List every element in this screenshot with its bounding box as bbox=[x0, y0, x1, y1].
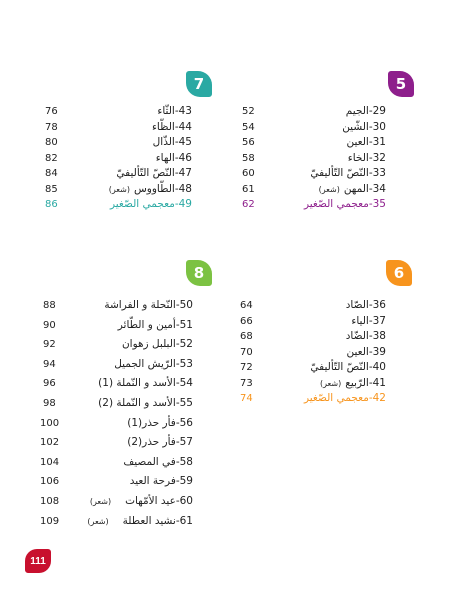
toc-entry[interactable] bbox=[38, 494, 193, 514]
entry-page: 94 bbox=[43, 358, 56, 370]
entry-page: 56 bbox=[242, 137, 255, 148]
toc-entry[interactable] bbox=[38, 396, 193, 416]
entry-title: 57-فأر حذر(2) bbox=[127, 436, 193, 449]
entry-title: 42-معجمي الصّغير bbox=[303, 392, 386, 404]
entry-page: 62 bbox=[242, 199, 255, 210]
entry-title: 43-الثّاء bbox=[157, 105, 192, 117]
entry-title: 54-الأسد و النّملة (1) bbox=[98, 377, 193, 390]
entry-title: 53-الرّيش الجميل bbox=[114, 357, 193, 370]
entry-page: 96 bbox=[43, 378, 56, 390]
entry-page: 64 bbox=[240, 300, 253, 311]
toc-entry[interactable] bbox=[40, 135, 192, 151]
entry-title: 45-الذّال bbox=[152, 136, 192, 148]
unit-7-contents bbox=[40, 104, 192, 213]
entry-page: 60 bbox=[242, 168, 255, 179]
toc-entry[interactable] bbox=[236, 314, 386, 330]
entry-page: 109 bbox=[40, 515, 60, 527]
toc-entry[interactable] bbox=[236, 135, 386, 151]
toc-entry[interactable] bbox=[38, 455, 193, 475]
entry-title: 51-أمين و الطّائر bbox=[117, 318, 193, 331]
entry-title: 61-نشيد العطلة(شعر) bbox=[87, 514, 193, 527]
poem-tag: (شعر) bbox=[89, 496, 112, 506]
entry-page: 74 bbox=[240, 393, 253, 404]
entry-title: 33-النّصّ التّأليفيّ bbox=[310, 167, 386, 179]
entry-title: 39-العين bbox=[346, 345, 386, 358]
entry-title: 41-الرّبيع(شعر) bbox=[320, 376, 386, 389]
entry-title: 48-الطّاووس(شعر) bbox=[108, 182, 192, 195]
entry-page: 92 bbox=[43, 339, 56, 351]
toc-entry[interactable] bbox=[40, 182, 192, 198]
entry-page: 100 bbox=[40, 417, 60, 429]
entry-page: 73 bbox=[240, 377, 253, 389]
toc-entry[interactable] bbox=[40, 166, 192, 182]
entry-title: 60-عيد الأمّهات(شعر) bbox=[89, 494, 193, 507]
entry-page: 70 bbox=[240, 346, 253, 358]
toc-entry[interactable] bbox=[38, 474, 193, 494]
toc-entry[interactable] bbox=[38, 318, 193, 338]
toc-entry[interactable] bbox=[40, 120, 192, 136]
unit-8-contents bbox=[38, 298, 193, 533]
poem-tag: (شعر) bbox=[87, 516, 109, 526]
toc-entry[interactable] bbox=[236, 151, 386, 167]
entry-page: 102 bbox=[40, 437, 60, 449]
toc-entry[interactable] bbox=[38, 376, 193, 396]
entry-title: 44-الظّاء bbox=[151, 120, 192, 133]
entry-page: 106 bbox=[40, 476, 60, 488]
entry-page: 108 bbox=[40, 495, 60, 507]
entry-page: 86 bbox=[45, 199, 58, 210]
entry-title: 56-فأر حذر(1) bbox=[127, 416, 193, 429]
unit-5-badge: 5 bbox=[388, 71, 414, 97]
entry-page: 78 bbox=[45, 121, 58, 133]
toc-entry[interactable] bbox=[236, 376, 386, 392]
toc-entry[interactable] bbox=[236, 329, 386, 345]
entry-page: 52 bbox=[242, 106, 255, 117]
toc-entry[interactable] bbox=[236, 391, 386, 407]
entry-page: 80 bbox=[45, 137, 58, 148]
toc-entry[interactable] bbox=[38, 298, 193, 318]
entry-title: 38-الضّاد bbox=[345, 330, 386, 342]
entry-title: 29-الجيم bbox=[345, 105, 386, 117]
unit-8-badge: 8 bbox=[186, 260, 212, 286]
toc-entry[interactable] bbox=[236, 182, 386, 198]
unit-6-contents bbox=[236, 298, 386, 407]
toc-entry[interactable] bbox=[38, 435, 193, 455]
entry-title: 59-فرحة العيد bbox=[129, 475, 193, 488]
toc-entry[interactable] bbox=[38, 337, 193, 357]
entry-title: 47-النّصّ التّأليفيّ bbox=[116, 167, 192, 179]
entry-title: 40-النّصّ التّأليفيّ bbox=[310, 361, 386, 373]
poem-tag: (شعر) bbox=[320, 378, 342, 388]
entry-title: 55-الأسد و النّملة (2) bbox=[98, 396, 193, 409]
toc-entry[interactable] bbox=[236, 120, 386, 136]
entry-title: 35-معجمي الصّغير bbox=[303, 198, 386, 210]
entry-page: 76 bbox=[45, 106, 58, 117]
entry-title: 58-في المصيف bbox=[123, 455, 193, 468]
entry-page: 88 bbox=[43, 300, 56, 311]
entry-title: 49-معجمي الصّغير bbox=[109, 198, 192, 210]
page-number: 111 bbox=[25, 549, 51, 573]
poem-tag: (شعر) bbox=[108, 184, 130, 194]
toc-entry[interactable] bbox=[236, 345, 386, 361]
toc-entry[interactable] bbox=[38, 514, 193, 534]
toc-entry[interactable] bbox=[38, 357, 193, 377]
entry-title: 46-الهاء bbox=[155, 151, 192, 164]
poem-tag: (شعر) bbox=[318, 184, 340, 194]
entry-page: 104 bbox=[40, 456, 60, 468]
toc-entry[interactable] bbox=[236, 360, 386, 376]
entry-page: 90 bbox=[43, 319, 56, 331]
entry-page: 84 bbox=[45, 168, 58, 179]
entry-title: 36-الصّاد bbox=[345, 299, 386, 311]
entry-page: 61 bbox=[242, 183, 255, 195]
toc-entry[interactable] bbox=[236, 197, 386, 213]
unit-6-badge: 6 bbox=[386, 260, 412, 286]
toc-entry[interactable] bbox=[40, 104, 192, 120]
unit-7-badge: 7 bbox=[186, 71, 212, 97]
toc-entry[interactable] bbox=[40, 197, 192, 213]
entry-title: 34-المهن(شعر) bbox=[318, 182, 386, 195]
entry-title: 32-الخاء bbox=[347, 151, 386, 164]
entry-title: 50-النّحلة و الفراشة bbox=[104, 299, 193, 311]
toc-entry[interactable] bbox=[236, 298, 386, 314]
toc-entry[interactable] bbox=[236, 166, 386, 182]
toc-entry[interactable] bbox=[236, 104, 386, 120]
entry-title: 37-الياء bbox=[351, 314, 386, 327]
entry-page: 66 bbox=[240, 315, 253, 327]
entry-title: 31-العين bbox=[346, 136, 386, 148]
unit-5-contents bbox=[236, 104, 386, 213]
entry-title: 30-الشّين bbox=[342, 120, 386, 133]
entry-page: 85 bbox=[45, 183, 58, 195]
entry-page: 58 bbox=[242, 152, 255, 164]
entry-page: 98 bbox=[43, 397, 56, 409]
entry-page: 82 bbox=[45, 152, 58, 164]
toc-entry[interactable] bbox=[38, 416, 193, 436]
entry-title: 52-البلبل زهوان bbox=[121, 338, 193, 351]
entry-page: 72 bbox=[240, 362, 253, 373]
toc-entry[interactable] bbox=[40, 151, 192, 167]
entry-page: 68 bbox=[240, 331, 253, 342]
entry-page: 54 bbox=[242, 121, 255, 133]
